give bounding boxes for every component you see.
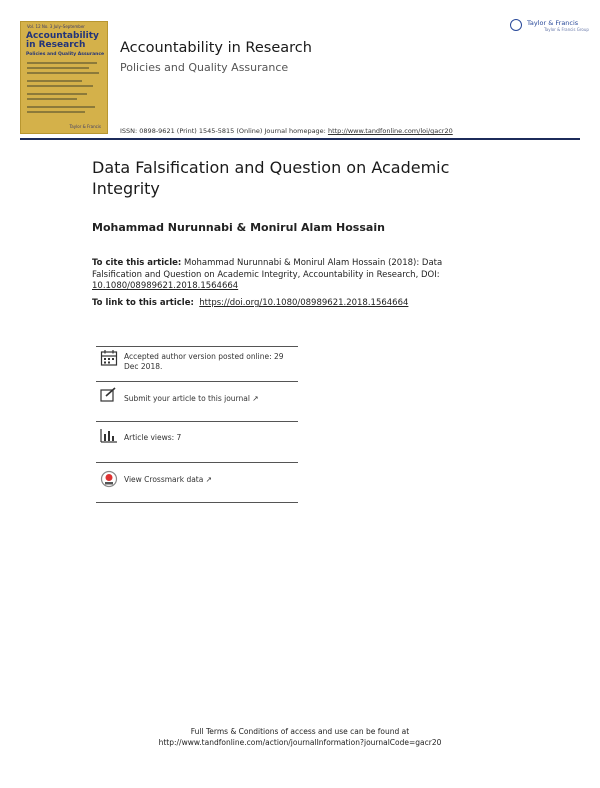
crossmark-link[interactable] [124,475,299,485]
divider [96,421,298,422]
footer-terms: Full Terms & Conditions of access and use can be found at [190,727,410,736]
cover-line [27,98,77,100]
link-block [92,298,408,308]
issn-text: ISSN: 0898-9621 (Print) 1545-5815 (Online) Journal homepage: [120,127,326,135]
journal-subtitle: Policies and Quality Assurance [120,61,289,74]
cover-volume: Vol. 12 No. 3 July–September [27,24,85,29]
submit-article-link[interactable] [124,394,299,404]
citation-label: To cite this article: [92,258,182,268]
cover-line [27,80,82,82]
cover-line [27,85,93,87]
bar-chart-icon [100,428,118,443]
journal-title: Accountability in Research [120,40,312,56]
footer-url[interactable]: http://www.tandfonline.com/action/journalInformation?journalCode=gacr20 [158,738,442,747]
journal-homepage-link[interactable]: http://www.tandfonline.com/loi/gacr20 [327,127,453,135]
header-rule [20,138,580,140]
cover-title: Accountability in Research [26,31,99,50]
citation-block [92,258,462,293]
divider [96,502,298,503]
cover-line [27,106,95,108]
publisher-logo-icon [510,19,522,31]
cover-line [27,93,87,95]
external-link-icon: ↗ [205,475,213,484]
publisher-logo[interactable] [510,17,590,39]
citation-doi-link[interactable]: 10.1080/08989621.2018.1564664 [92,281,239,291]
cover-publisher: Taylor & Francis [69,124,101,129]
cover-line [27,111,85,113]
divider [96,381,298,382]
external-link-icon: ↗ [252,394,259,403]
crossmark-label: View Crossmark data [124,475,204,484]
journal-cover-thumbnail [20,21,108,134]
footer [0,726,600,748]
submit-article-label: Submit your article to this journal [124,394,250,403]
cover-line [27,67,89,69]
issn-line [120,127,453,135]
article-views: Article views: 7 [124,433,182,442]
link-label: To link to this article: [92,298,194,308]
divider [96,346,298,347]
publisher-name: Taylor & Francis [527,19,579,27]
article-doi-link[interactable]: https://doi.org/10.1080/08989621.2018.1564664 [199,298,409,308]
cover-line [27,62,97,64]
article-title: Data Falsification and Question on Academic Integrity [92,158,450,198]
accepted-date: Accepted author version posted online: 29 Dec 2018. [124,352,284,371]
article-authors: Mohammad Nurunnabi & Monirul Alam Hossain [92,221,385,234]
divider [96,462,298,463]
cover-line [27,72,99,74]
citation-text: Mohammad Nurunnabi & Monirul Alam Hossain (2018): Data Falsification and Question on Academic Integrity, Accountability in Research, DOI: [92,258,443,280]
cover-subtitle: Policies and Quality Assurance [26,52,105,57]
calendar-icon [100,349,118,367]
crossmark-icon [100,470,118,488]
publisher-sub: Taylor & Francis Group [544,27,589,32]
edit-icon [100,387,117,402]
